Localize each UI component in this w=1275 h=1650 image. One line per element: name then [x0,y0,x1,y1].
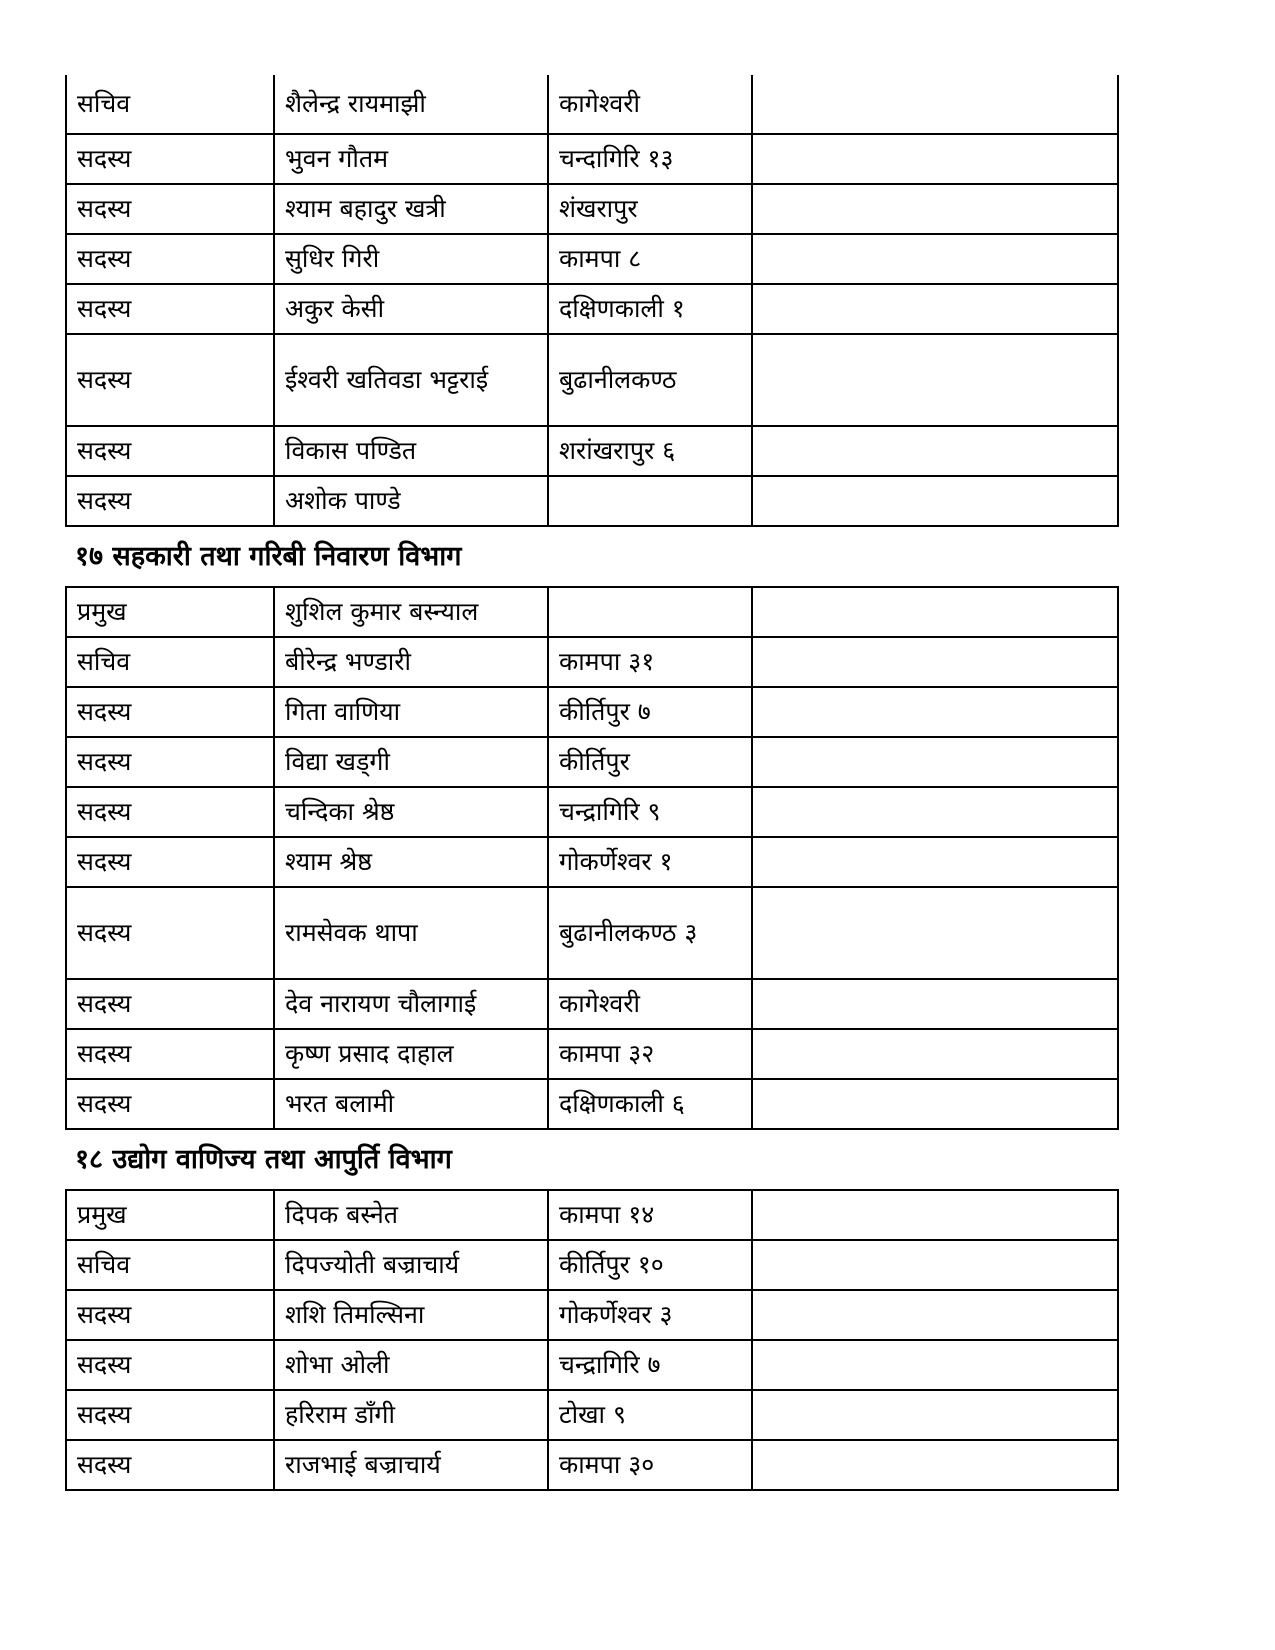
name-cell: सुधिर गिरी [274,234,548,284]
place-cell: कीर्तिपुर ७ [548,687,752,737]
role-cell: सदस्य [66,1029,274,1079]
table-row [66,75,1118,134]
role-cell: सदस्य [66,334,274,426]
name-cell: देव नारायण चौलागाई [274,979,548,1029]
place-cell: गोकर्णेश्वर ३ [548,1290,752,1340]
members-table-cooperative [65,586,1119,1130]
place-cell [548,587,752,637]
table-row [66,587,1118,637]
name-cell: बीरेन्द्र भण्डारी [274,637,548,687]
place-cell: कामपा ३१ [548,637,752,687]
table-row [66,1190,1118,1240]
role-cell: सदस्य [66,1440,274,1490]
table-row [66,737,1118,787]
role-cell: सदस्य [66,234,274,284]
table-row [66,284,1118,334]
note-cell [752,284,1118,334]
role-cell: सदस्य [66,1390,274,1440]
table-row [66,979,1118,1029]
table-row [66,1340,1118,1390]
place-cell: चन्द्रागिरि ९ [548,787,752,837]
name-cell: शुशिल कुमार बस्न्याल [274,587,548,637]
note-cell [752,334,1118,426]
role-cell: सदस्य [66,1290,274,1340]
table-row [66,234,1118,284]
role-cell: सदस्य [66,1079,274,1129]
place-cell: गोकर्णेश्वर १ [548,837,752,887]
place-cell: कागेश्वरी [548,979,752,1029]
note-cell [752,979,1118,1029]
note-cell [752,75,1118,134]
name-cell: शैलेन्द्र रायमाझी [274,75,548,134]
place-cell: कामपा १४ [548,1190,752,1240]
role-cell: सदस्य [66,426,274,476]
name-cell: विद्या खड्गी [274,737,548,787]
place-cell: कामपा ३० [548,1440,752,1490]
note-cell [752,134,1118,184]
role-cell: सदस्य [66,887,274,979]
members-table-industry [65,1189,1119,1491]
note-cell [752,234,1118,284]
section-heading: १८ उद्योग वाणिज्य तथा आपुर्ति विभाग [75,1144,452,1175]
role-cell: सदस्य [66,134,274,184]
table-row [66,426,1118,476]
note-cell [752,1440,1118,1490]
place-cell: कीर्तिपुर [548,737,752,787]
note-cell [752,1290,1118,1340]
name-cell: दिपक बस्नेत [274,1190,548,1240]
note-cell [752,1340,1118,1390]
place-cell: शरांखरापुर ६ [548,426,752,476]
table-row [66,637,1118,687]
name-cell: अकुर केसी [274,284,548,334]
table-row [66,1290,1118,1340]
note-cell [752,1190,1118,1240]
section-heading: १७ सहकारी तथा गरिबी निवारण विभाग [75,541,462,572]
role-cell: सदस्य [66,476,274,526]
role-cell: सदस्य [66,837,274,887]
table-row [66,184,1118,234]
name-cell: भरत बलामी [274,1079,548,1129]
table-row [66,787,1118,837]
note-cell [752,887,1118,979]
name-cell: भुवन गौतम [274,134,548,184]
note-cell [752,637,1118,687]
place-cell: दक्षिणकाली ६ [548,1079,752,1129]
note-cell [752,1029,1118,1079]
note-cell [752,184,1118,234]
role-cell: सचिव [66,1240,274,1290]
note-cell [752,587,1118,637]
note-cell [752,687,1118,737]
name-cell: दिपज्योती बज्राचार्य [274,1240,548,1290]
role-cell: सचिव [66,75,274,134]
note-cell [752,476,1118,526]
table-row [66,1440,1118,1490]
table-row [66,1390,1118,1440]
place-cell [548,476,752,526]
place-cell: दक्षिणकाली १ [548,284,752,334]
role-cell: प्रमुख [66,1190,274,1240]
role-cell: सचिव [66,637,274,687]
table-row [66,476,1118,526]
name-cell: शोभा ओली [274,1340,548,1390]
place-cell: कामपा ३२ [548,1029,752,1079]
place-cell: टोखा ९ [548,1390,752,1440]
role-cell: सदस्य [66,687,274,737]
note-cell [752,1079,1118,1129]
table-row [66,1079,1118,1129]
place-cell: चन्दागिरि १३ [548,134,752,184]
place-cell: कामपा ८ [548,234,752,284]
name-cell: ईश्वरी खतिवडा भट्टराई [274,334,548,426]
role-cell: सदस्य [66,184,274,234]
place-cell: बुढानीलकण्ठ ३ [548,887,752,979]
name-cell: गिता वाणिया [274,687,548,737]
role-cell: सदस्य [66,284,274,334]
note-cell [752,837,1118,887]
table-row [66,837,1118,887]
place-cell: कागेश्वरी [548,75,752,134]
table-row [66,1029,1118,1079]
place-cell: बुढानीलकण्ठ [548,334,752,426]
name-cell: रामसेवक थापा [274,887,548,979]
table-row [66,1240,1118,1290]
name-cell: अशोक पाण्डे [274,476,548,526]
note-cell [752,737,1118,787]
note-cell [752,1390,1118,1440]
place-cell: शंखरापुर [548,184,752,234]
name-cell: हरिराम डाँगी [274,1390,548,1440]
role-cell: सदस्य [66,1340,274,1390]
name-cell: विकास पण्डित [274,426,548,476]
role-cell: प्रमुख [66,587,274,637]
note-cell [752,1240,1118,1290]
members-table-continued [65,75,1119,527]
table-row [66,334,1118,426]
table-row [66,687,1118,737]
table-row [66,887,1118,979]
table-row [66,134,1118,184]
name-cell: राजभाई बज्राचार्य [274,1440,548,1490]
name-cell: श्याम श्रेष्ठ [274,837,548,887]
place-cell: कीर्तिपुर १० [548,1240,752,1290]
name-cell: कृष्ण प्रसाद दाहाल [274,1029,548,1079]
role-cell: सदस्य [66,787,274,837]
note-cell [752,426,1118,476]
note-cell [752,787,1118,837]
name-cell: चन्दिका श्रेष्ठ [274,787,548,837]
role-cell: सदस्य [66,979,274,1029]
name-cell: शशि तिमल्सिना [274,1290,548,1340]
place-cell: चन्द्रागिरि ७ [548,1340,752,1390]
document-page [65,75,1117,1491]
role-cell: सदस्य [66,737,274,787]
name-cell: श्याम बहादुर खत्री [274,184,548,234]
